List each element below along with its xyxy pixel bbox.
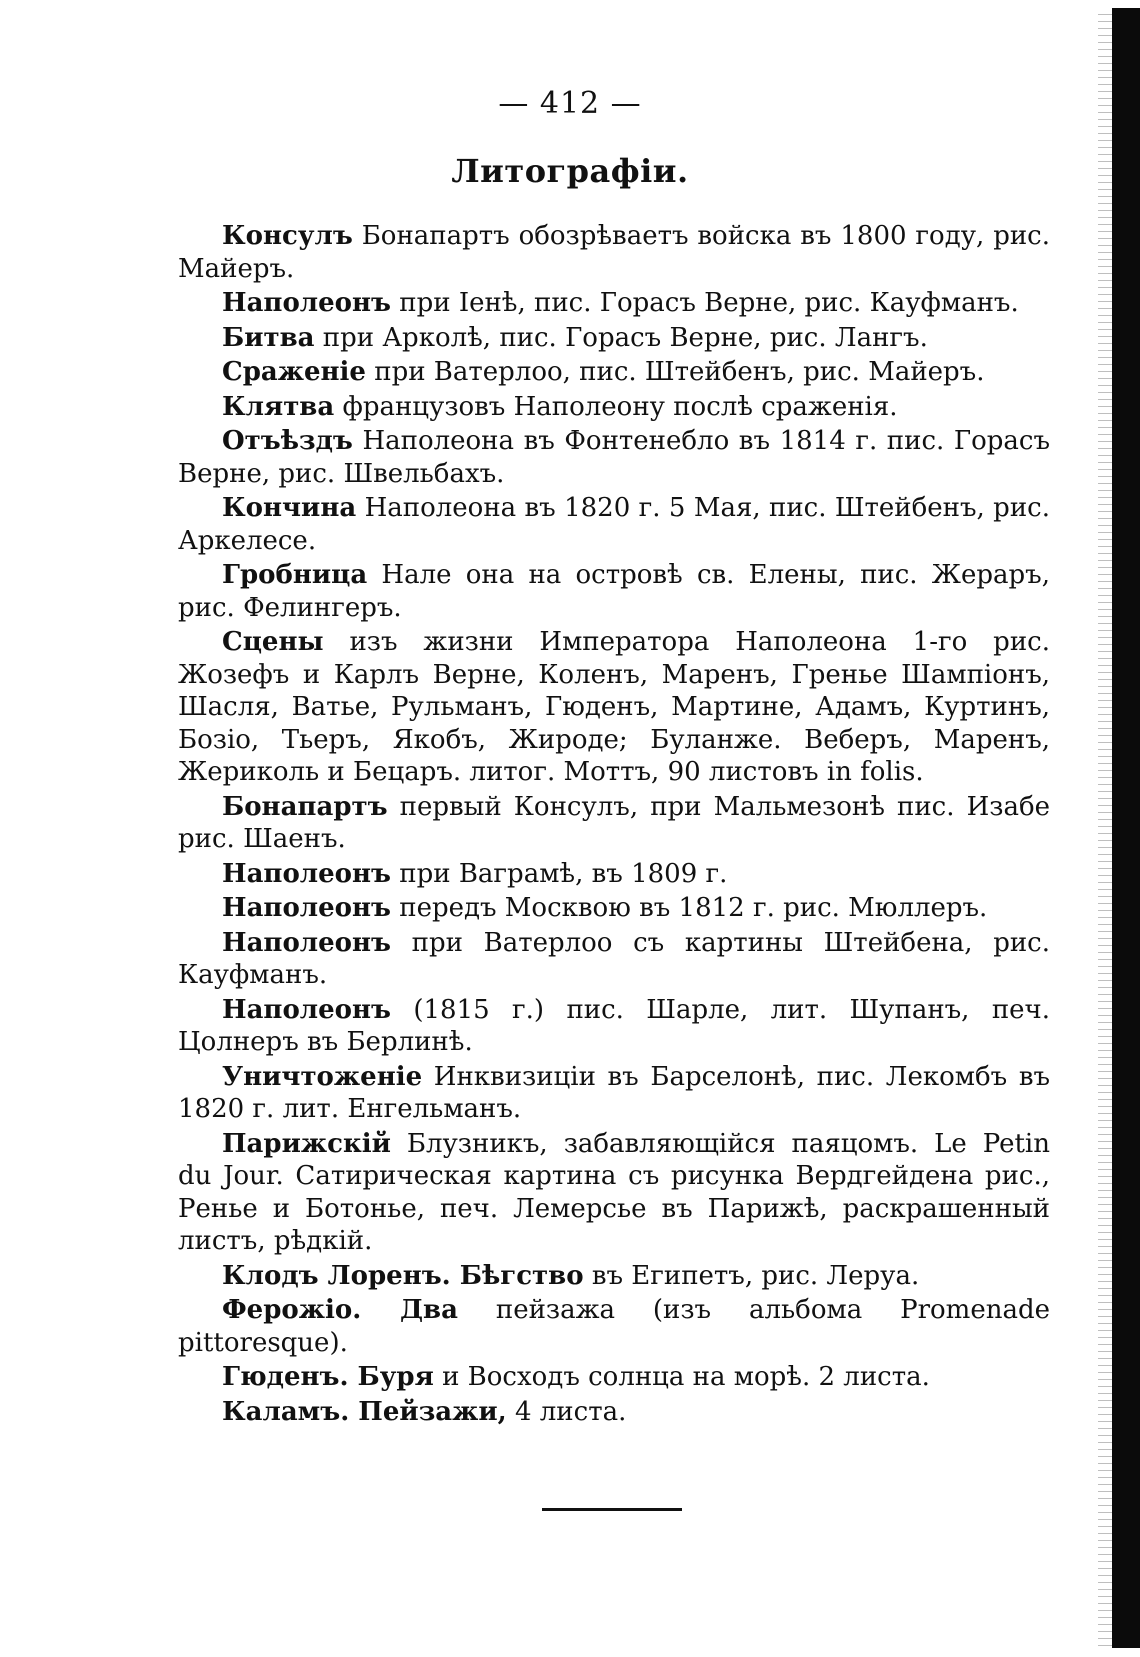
entry-lead-word: Кончина xyxy=(222,493,357,523)
section-title: Литографіи. xyxy=(451,152,689,190)
list-item xyxy=(178,220,1050,285)
list-item xyxy=(178,892,1050,925)
entry-text: Блузникъ, забавляющійся паяцомъ. Le Petin du Jour. Сатирическая картина съ рисунка Вердгейдена рис., Ренье и Ботонье, печ. Лемерсье въ Парижѣ, раскрашенный листъ, рѣдкій. xyxy=(178,1128,1050,1256)
list-item xyxy=(178,994,1050,1059)
entry-text: передъ Москвою въ 1812 г. рис. Мюллеръ. xyxy=(390,893,988,923)
entry-lead-word: Бонапартъ xyxy=(222,791,388,822)
entry-text: 4 листа. xyxy=(506,1396,627,1427)
entry-lead-word: Клятва xyxy=(222,391,335,422)
entry-text: (1815 г.) пис. Шарле, лит. Шупанъ, печ. Цолнеръ въ Берлинѣ. xyxy=(178,994,1050,1057)
entry-text: Наполеона въ Фонтенебло въ 1814 г. пис. Горасъ Верне, рис. Швельбахъ. xyxy=(178,426,1050,489)
list-item xyxy=(178,287,1050,320)
entry-text: при Ватерлоо, пис. Штейбенъ, рис. Майеръ. xyxy=(365,357,985,387)
list-item xyxy=(178,356,1050,389)
list-item xyxy=(178,927,1050,992)
entry-lead-word: Битва xyxy=(222,322,315,353)
entry-lead-word: Наполеонъ xyxy=(222,994,391,1025)
entry-text: при Іенѣ, пис. Горасъ Верне, рис. Кауфманъ. xyxy=(390,288,1019,318)
list-item xyxy=(178,1361,1050,1394)
entry-lead-word: Сраженіе xyxy=(222,357,366,387)
entry-text: въ Египетъ, рис. Леруа. xyxy=(583,1260,920,1291)
entry-text: первый Консулъ, при Мальмезонѣ пис. Изабе рис. Шаенъ. xyxy=(178,791,1050,854)
entry-lead-word: Клодъ Лоренъ. Бѣгство xyxy=(222,1260,584,1291)
closing-rule xyxy=(542,1508,682,1511)
list-item xyxy=(178,1061,1050,1126)
entry-lead-word: Гробница xyxy=(222,560,368,590)
entry-lead-word: Ферожіо. Два xyxy=(222,1295,458,1325)
entry-text: пейзажа (изъ альбома Promenade pittoresque). xyxy=(178,1295,1050,1358)
list-item xyxy=(178,1260,1050,1293)
list-item xyxy=(178,626,1050,789)
entry-lead-word: Наполеонъ xyxy=(222,927,391,958)
entry-lead-word: Наполеонъ xyxy=(222,288,391,318)
entry-text: изъ жизни Императора Наполеона 1-го рис. Жозефъ и Карлъ Верне, Коленъ, Маренъ, Гренье Шампіонъ, Шасля, Ватье, Рульманъ, Гюденъ, Мартине, Адамъ, Куртинъ, Бозіо, Тьеръ, Якобъ, Жироде; Буланже. Веберъ, Маренъ, Жериколь и Бецаръ. литог. Моттъ, 90 листовъ in folis. xyxy=(178,627,1050,787)
entry-text: французовъ Наполеону послѣ сраженія. xyxy=(334,391,898,422)
entry-lead-word: Наполеонъ xyxy=(222,893,391,923)
list-item xyxy=(178,391,1050,424)
entry-lead-word: Гюденъ. Буря xyxy=(222,1362,434,1392)
list-item xyxy=(178,1396,1050,1429)
entry-lead-word: Сцены xyxy=(222,627,324,657)
list-item xyxy=(178,1128,1050,1258)
entry-text: при Арколѣ, пис. Горасъ Верне, рис. Лангъ. xyxy=(314,322,928,353)
list-item xyxy=(178,791,1050,856)
list-item xyxy=(178,858,1050,891)
entry-text: при Ватерлоо съ картины Штейбена, рис. Кауфманъ. xyxy=(178,927,1050,990)
list-item xyxy=(178,492,1050,557)
list-item xyxy=(178,425,1050,490)
list-item xyxy=(178,1294,1050,1359)
entry-lead-word: Уничтоженіе xyxy=(222,1061,423,1092)
entry-lead-word: Парижскій xyxy=(222,1128,391,1159)
entry-text: Нале она на островѣ св. Елены, пис. Жераръ, рис. Фелингеръ. xyxy=(178,560,1050,623)
list-item xyxy=(178,559,1050,624)
scan-edge-shadow xyxy=(1112,8,1140,1648)
page-number: — 412 — xyxy=(498,86,642,121)
entry-text: Бонапартъ обозрѣваетъ войска въ 1800 году, рис. Майеръ. xyxy=(178,221,1050,284)
entry-lead-word: Консулъ xyxy=(222,221,353,251)
list-item xyxy=(178,322,1050,355)
entry-lead-word: Отъѣздъ xyxy=(222,426,353,456)
entry-text: при Ваграмѣ, въ 1809 г. xyxy=(390,858,728,889)
entry-lead-word: Наполеонъ xyxy=(222,858,391,889)
lithographs-list xyxy=(178,220,1050,1430)
entry-text: Инквизиціи въ Барселонѣ, пис. Лекомбъ въ 1820 г. лит. Енгельманъ. xyxy=(178,1061,1050,1124)
entry-lead-word: Каламъ. Пейзажи, xyxy=(222,1396,507,1427)
entry-text: Наполеона въ 1820 г. 5 Мая, пис. Штейбенъ, рис. Аркелесе. xyxy=(178,493,1050,556)
entry-text: и Восходъ солнца на морѣ. 2 листа. xyxy=(433,1362,930,1392)
